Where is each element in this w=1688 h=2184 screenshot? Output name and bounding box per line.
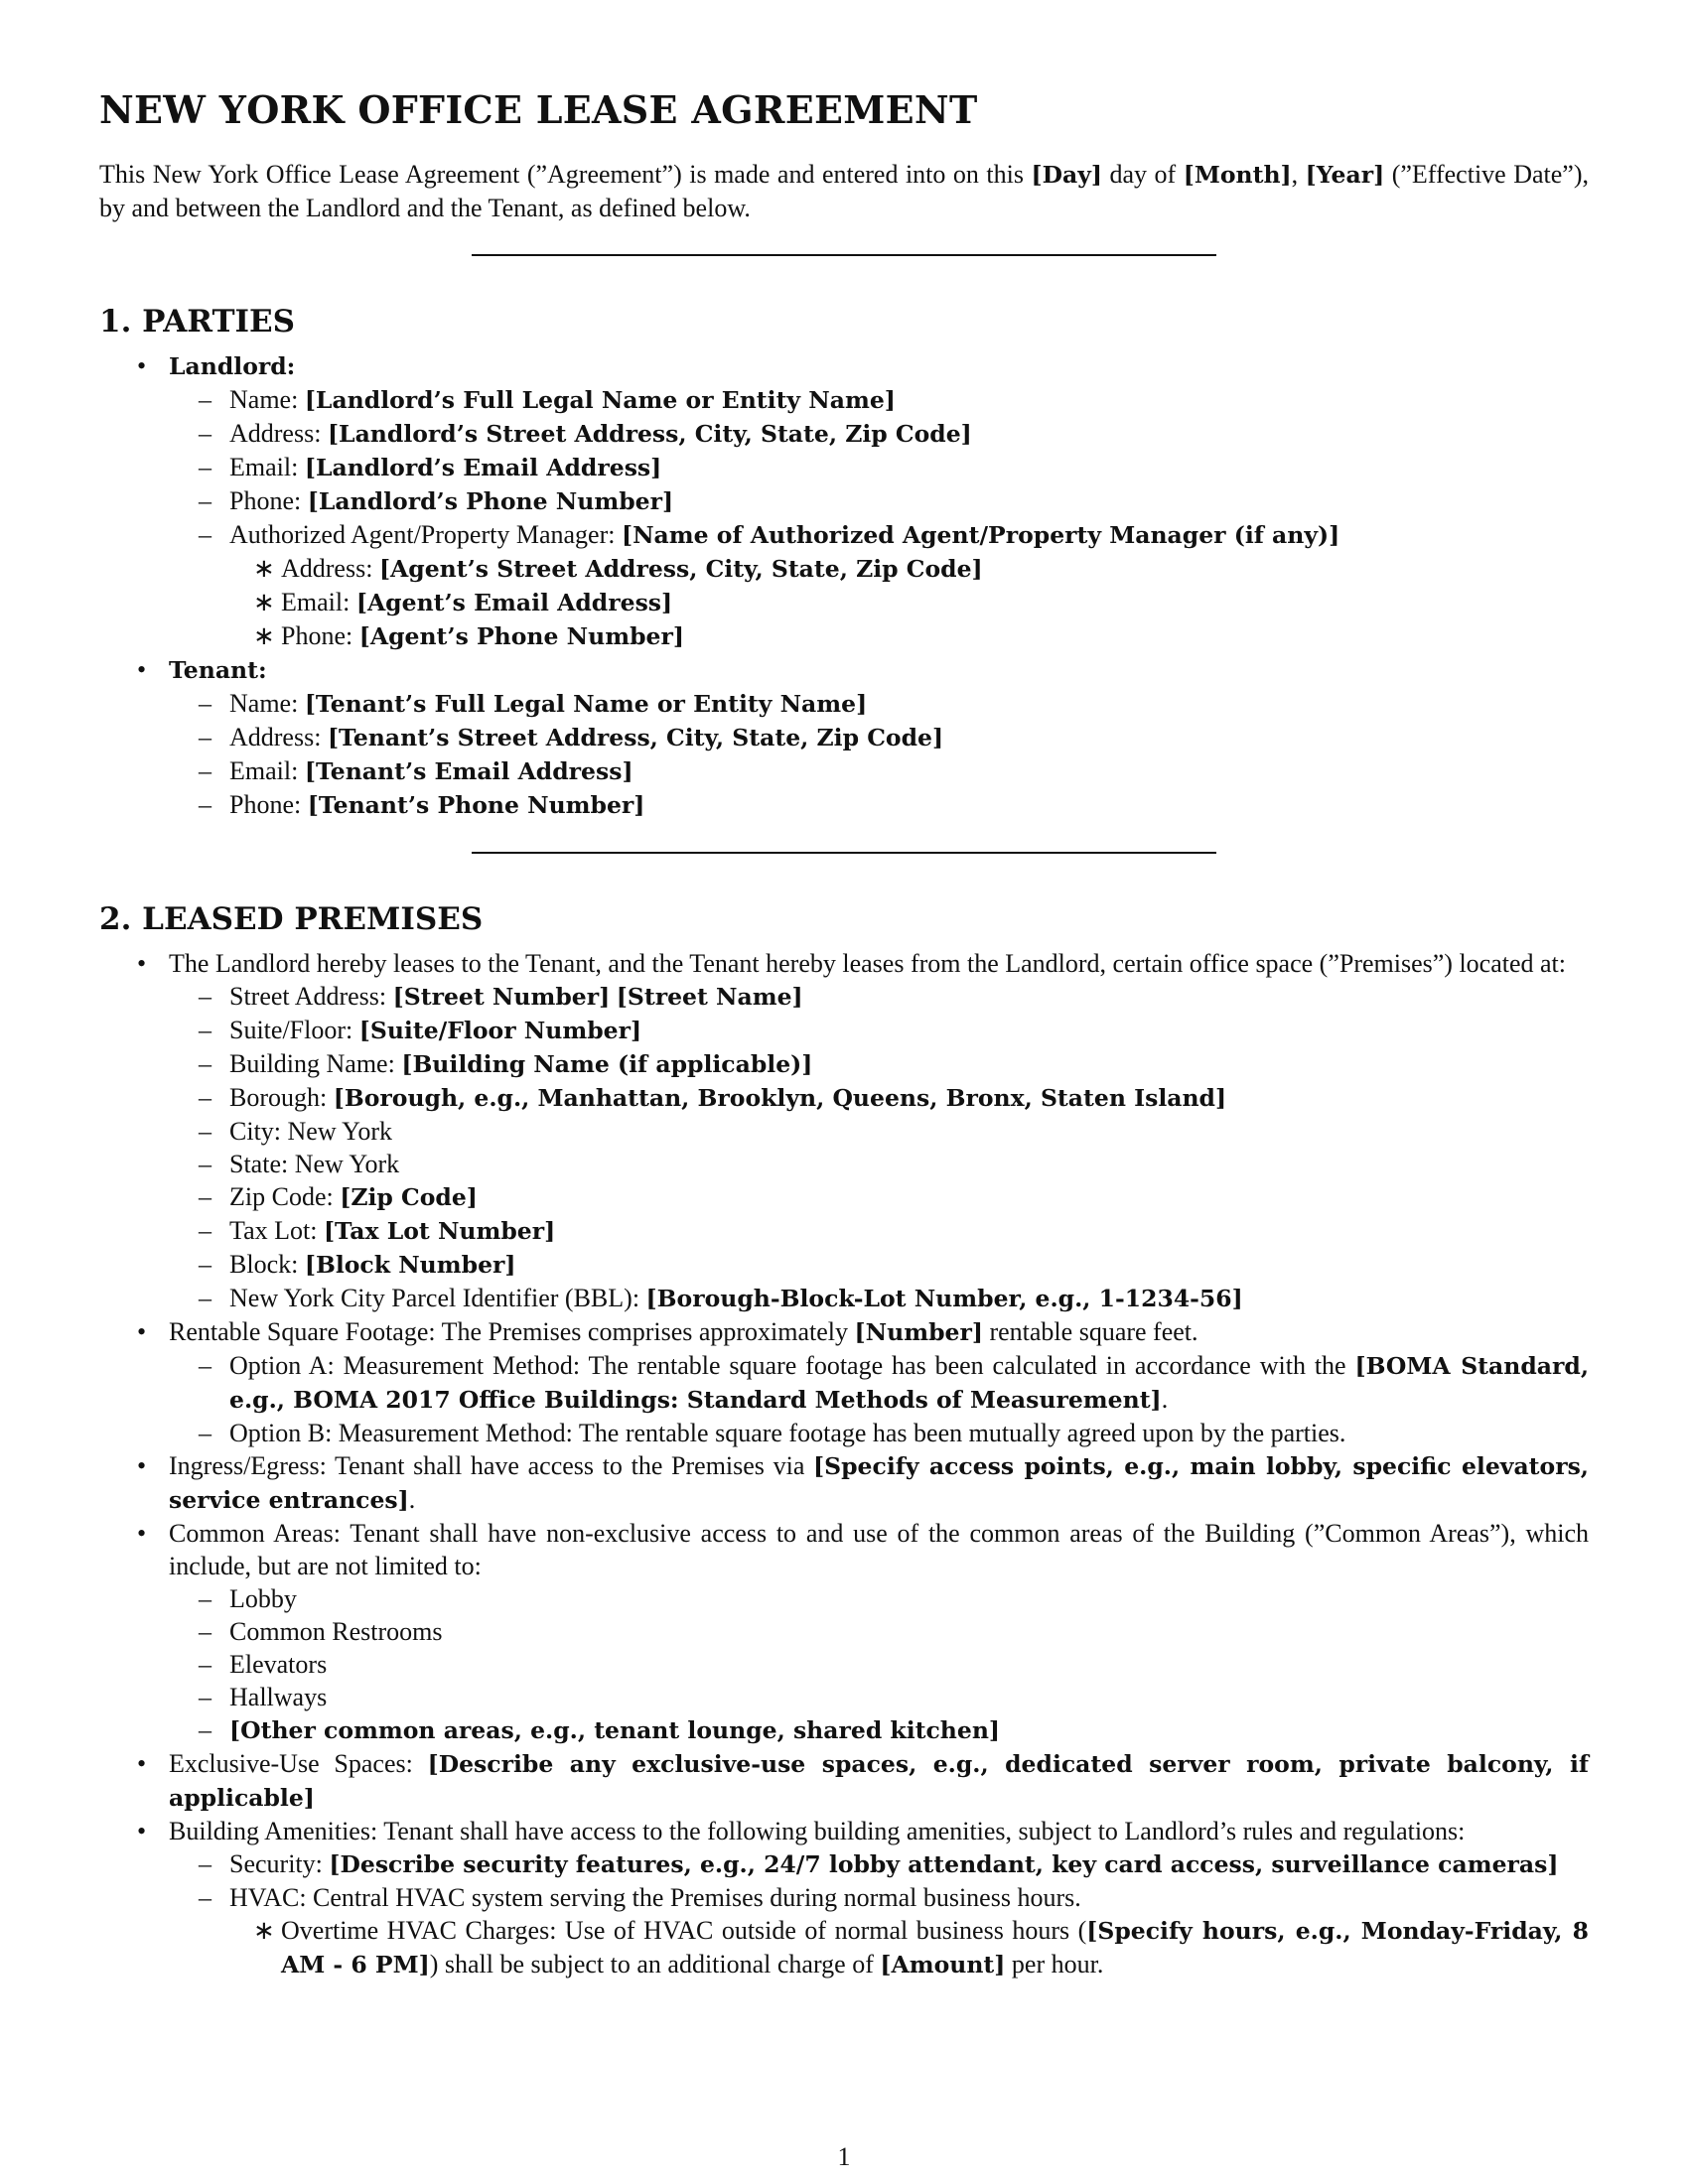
list-item (169, 788, 1589, 822)
tenant-phone-placeholder: [Tenant’s Phone Number] (307, 791, 645, 819)
list-item (169, 980, 1589, 1014)
tenant-name-placeholder: [Tenant’s Full Legal Name or Entity Name] (304, 690, 868, 718)
block-placeholder: [Block Number] (304, 1251, 516, 1279)
hvac-details (229, 1914, 1589, 1981)
section-heading-parties: 1. PARTIES (99, 304, 296, 340)
field-label: Street Address: (229, 982, 393, 1011)
document-title: NEW YORK OFFICE LEASE AGREEMENT (99, 87, 978, 132)
section-divider (472, 254, 1216, 256)
list-item: – Elevators (169, 1648, 1589, 1681)
tenant-address-placeholder: [Tenant’s Street Address, City, State, Zip Code] (327, 724, 944, 751)
field-label: Address: (281, 554, 379, 583)
field-label: Email: (229, 453, 305, 481)
list-item (229, 619, 1589, 653)
list-item (169, 687, 1589, 721)
list-item (169, 721, 1589, 754)
intro-text: , (1291, 160, 1306, 189)
lease-statement: The Landlord hereby leases to the Tenant, and the Tenant hereby leases from the Landlord, certain office space (”Premises”) located at: (169, 949, 1567, 978)
field-label: Email: (281, 588, 356, 616)
building-placeholder: [Building Name (if applicable)] (401, 1050, 813, 1078)
field-label: Phone: (281, 621, 359, 650)
list-item (169, 1014, 1589, 1047)
rsf-text: rentable square feet. (982, 1317, 1198, 1346)
list-item (229, 1914, 1589, 1981)
list-item (169, 1713, 1589, 1747)
list-item (169, 1282, 1589, 1315)
field-label: Tax Lot: (229, 1216, 324, 1245)
list-item (169, 1881, 1589, 1981)
page-number: 1 (837, 2142, 851, 2171)
list-item: – City: New York (169, 1115, 1589, 1148)
landlord-item (99, 349, 1589, 653)
list-item (169, 484, 1589, 518)
hours-placeholder: [Specify hours, e.g., Monday-Friday, 8 AM - 6 PM] (281, 1917, 1589, 1979)
intro-text: (”Effective Date”), by and between the Landlord and the Tenant, as defined below. (99, 160, 1589, 222)
tenant-details (169, 687, 1589, 822)
tax-lot-placeholder: [Tax Lot Number] (323, 1217, 556, 1245)
hvac-text: HVAC: Central HVAC system serving the Premises during normal business hours. (229, 1883, 1081, 1912)
street-name-placeholder: [Street Name] (616, 983, 803, 1011)
rsf-text: Rentable Square Footage: The Premises comprises approximately (169, 1317, 855, 1346)
section-divider (472, 852, 1216, 854)
list-item (169, 1081, 1589, 1115)
ingress-egress-item (99, 1449, 1589, 1517)
field-label: Block: (229, 1250, 305, 1279)
access-points-placeholder: [Specify access points, e.g., main lobby, specific elevators, service entrances] (169, 1452, 1589, 1514)
list-item: – Lobby (169, 1582, 1589, 1615)
amenities-list (169, 1847, 1589, 1981)
field-label: Suite/Floor: (229, 1016, 359, 1044)
street-number-placeholder: [Street Number] (392, 983, 611, 1011)
list-item (169, 1847, 1589, 1881)
option-a-text: . (1161, 1385, 1169, 1414)
exclusive-use-item (99, 1747, 1589, 1815)
field-label: Zip Code: (229, 1182, 341, 1211)
field-label: Address: (229, 419, 328, 448)
agent-details (229, 552, 1589, 653)
overtime-text: ) shall be subject to an additional charge of (429, 1950, 881, 1979)
amenities-text: Building Amenities: Tenant shall have access to the following building amenities, subject to Landlord’s rules and regulations: (169, 1817, 1466, 1845)
suite-placeholder: [Suite/Floor Number] (358, 1017, 642, 1044)
measurement-options (169, 1349, 1589, 1449)
field-label: Phone: (229, 790, 308, 819)
premises-list (99, 947, 1589, 1981)
ingress-text: . (408, 1485, 416, 1514)
exclusive-use-placeholder: [Describe any exclusive-use spaces, e.g., dedicated server room, private balcony, if applicable] (169, 1750, 1589, 1812)
field-label: Borough: (229, 1083, 334, 1112)
agent-address-placeholder: [Agent’s Street Address, City, State, Zip Code] (378, 555, 983, 583)
month-placeholder: [Month] (1183, 161, 1292, 189)
section-heading-leased-premises: 2. LEASED PREMISES (99, 901, 484, 937)
field-label: Name: (229, 689, 305, 718)
field-label: Email: (229, 756, 305, 785)
other-common-areas-placeholder: [Other common areas, e.g., tenant lounge, shared kitchen] (229, 1716, 1001, 1744)
list-item: – Common Restrooms (169, 1615, 1589, 1648)
intro-text: day of (1101, 160, 1184, 189)
field-label: Security: (229, 1849, 330, 1878)
year-placeholder: [Year] (1305, 161, 1385, 189)
tenant-email-placeholder: [Tenant’s Email Address] (304, 757, 633, 785)
overtime-text: Overtime HVAC Charges: Use of HVAC outside of normal business hours ( (281, 1916, 1087, 1945)
field-label: Phone: (229, 486, 308, 515)
list-item: – Option B: Measurement Method: The rentable square footage has been mutually agreed upon by the parties. (169, 1417, 1589, 1449)
amount-placeholder: [Amount] (880, 1951, 1006, 1979)
overtime-text: per hour. (1005, 1950, 1104, 1979)
field-label: Exclusive-Use Spaces: (169, 1749, 428, 1778)
list-item (169, 1248, 1589, 1282)
bbl-placeholder: [Borough-Block-Lot Number, e.g., 1-1234-56] (645, 1285, 1243, 1312)
boma-standard-placeholder: [BOMA Standard, e.g., BOMA 2017 Office Buildings: Standard Methods of Measurement] (229, 1352, 1589, 1414)
landlord-details (169, 383, 1589, 653)
rentable-sqft-item (99, 1315, 1589, 1449)
ingress-text: Ingress/Egress: Tenant shall have access to the Premises via (169, 1451, 814, 1480)
list-item: – Hallways (169, 1681, 1589, 1713)
tenant-item (99, 653, 1589, 822)
rsf-number-placeholder: [Number] (854, 1318, 983, 1346)
intro-paragraph (99, 158, 1589, 224)
agent-phone-placeholder: [Agent’s Phone Number] (358, 622, 684, 650)
list-item (169, 1349, 1589, 1417)
intro-text: This New York Office Lease Agreement (”Agreement”) is made and entered into on this (99, 160, 1032, 189)
day-placeholder: [Day] (1031, 161, 1102, 189)
list-item (229, 552, 1589, 586)
landlord-label: Landlord: (169, 352, 296, 380)
list-item (169, 754, 1589, 788)
list-item (169, 1180, 1589, 1214)
agent-name-placeholder: [Name of Authorized Agent/Property Manager (if any)] (621, 521, 1340, 549)
field-label: Address: (229, 723, 328, 751)
common-areas-text: Common Areas: Tenant shall have non-exclusive access to and use of the common areas of the Building (”Common Areas”), which include, but are not limited to: (169, 1519, 1589, 1580)
tenant-label: Tenant: (169, 656, 267, 684)
premises-location-details (169, 980, 1589, 1315)
option-a-text: Option A: Measurement Method: The rentable square footage has been calculated in accordance with the (229, 1351, 1355, 1380)
field-label: Name: (229, 385, 305, 414)
parties-list (99, 349, 1589, 822)
list-item: – State: New York (169, 1148, 1589, 1180)
list-item (169, 1047, 1589, 1081)
list-item (229, 586, 1589, 619)
common-areas-list (169, 1582, 1589, 1747)
common-areas-item (99, 1517, 1589, 1747)
building-amenities-item (99, 1815, 1589, 1981)
list-item (169, 451, 1589, 484)
landlord-address-placeholder: [Landlord’s Street Address, City, State, Zip Code] (327, 420, 972, 448)
lease-statement-item (99, 947, 1589, 1315)
field-label: Authorized Agent/Property Manager: (229, 520, 622, 549)
security-placeholder: [Describe security features, e.g., 24/7 lobby attendant, key card access, surveillance cameras] (329, 1850, 1559, 1878)
document-page (99, 87, 1589, 1981)
landlord-name-placeholder: [Landlord’s Full Legal Name or Entity Name] (304, 386, 896, 414)
landlord-phone-placeholder: [Landlord’s Phone Number] (307, 487, 674, 515)
list-item (169, 383, 1589, 417)
field-label: New York City Parcel Identifier (BBL): (229, 1284, 646, 1312)
list-item (169, 1214, 1589, 1248)
agent-email-placeholder: [Agent’s Email Address] (355, 589, 673, 616)
landlord-email-placeholder: [Landlord’s Email Address] (304, 454, 662, 481)
zip-placeholder: [Zip Code] (340, 1183, 478, 1211)
list-item (169, 518, 1589, 653)
borough-placeholder: [Borough, e.g., Manhattan, Brooklyn, Queens, Bronx, Staten Island] (333, 1084, 1227, 1112)
list-item (169, 417, 1589, 451)
field-label: Building Name: (229, 1049, 402, 1078)
